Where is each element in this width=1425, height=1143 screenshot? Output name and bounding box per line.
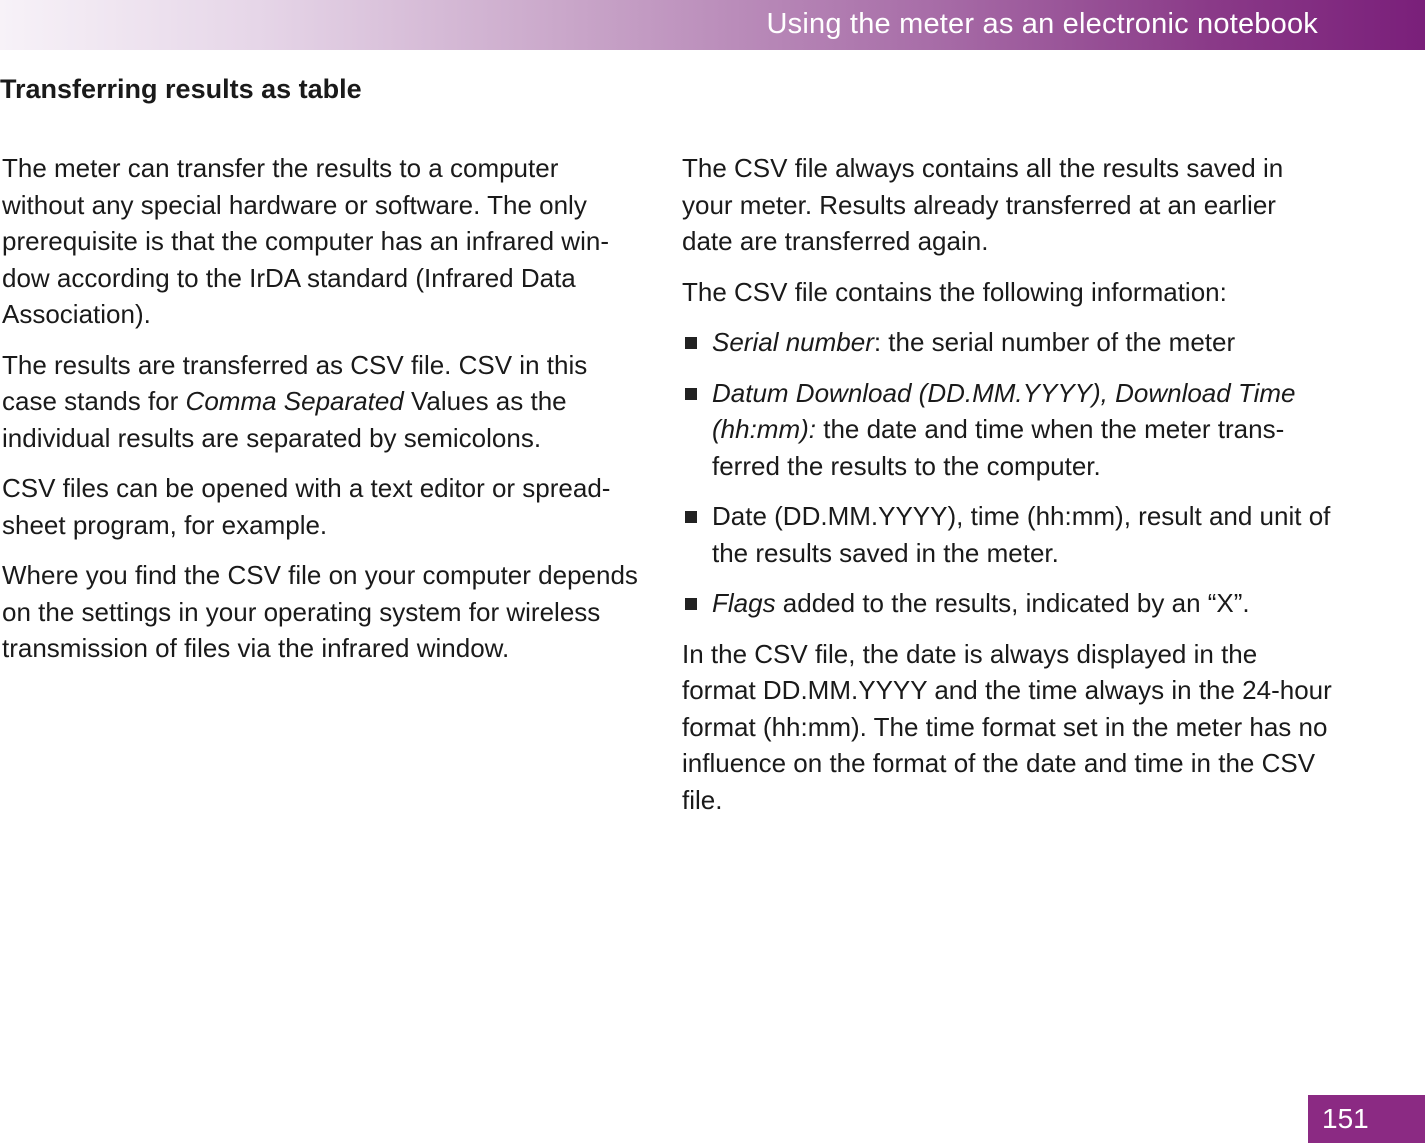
header-band <box>0 0 1425 50</box>
bullet-text: the date and time when the meter trans-ferred the results to the computer. <box>712 414 1285 481</box>
bullet-emphasis: Datum Download (DD.MM.YYYY), Download Time (hh:mm): <box>712 377 1296 444</box>
bullet-text: : the serial number of the meter <box>873 327 1236 357</box>
bullet-item-flags <box>682 585 1332 622</box>
bullet-emphasis: Serial number <box>712 327 874 357</box>
square-bullet-icon <box>685 598 697 610</box>
square-bullet-icon <box>685 388 697 400</box>
left-paragraph-2-before: The results are transferred as CSV file. CSV in this case stands for <box>2 349 588 416</box>
info-bullet-list <box>682 324 1332 622</box>
section-heading: Transferring results as table <box>0 74 362 104</box>
right-paragraph-2: The CSV file contains the following information: <box>682 276 1227 307</box>
page-number-badge <box>1308 1095 1425 1143</box>
left-paragraph-3: CSV files can be opened with a text editor or spread-sheet program, for example. <box>2 473 611 540</box>
right-column <box>682 150 1332 832</box>
bullet-item-result-values <box>682 498 1332 571</box>
left-paragraph-2-emphasis: Comma Separated <box>185 386 404 416</box>
bullet-item-serial-number <box>682 324 1332 361</box>
right-paragraph-1: The CSV file always contains all the results saved in your meter. Results already transferred at an earlier date are transferred again. <box>682 153 1284 256</box>
square-bullet-icon <box>685 337 697 349</box>
left-paragraph-4: Where you find the CSV file on your computer depends on the settings in your operating system for wireless transmission of files via the infrared window. <box>2 560 638 663</box>
header-title: Using the meter as an electronic notebook <box>766 8 1318 40</box>
square-bullet-icon <box>685 511 697 523</box>
left-paragraph-1: The meter can transfer the results to a computer without any special hardware or software. The only prerequisite is that the computer has an infrared win-dow according to the IrDA standard (Infrared Data Association). <box>2 153 609 329</box>
bullet-emphasis: Flags <box>712 588 776 618</box>
right-paragraph-3: In the CSV file, the date is always displayed in the format DD.MM.YYYY and the time always in the 24-hour format (hh:mm). The time format set in the meter has no influence on the format of the date and time in the CSV file. <box>682 638 1332 815</box>
page-number: 151 <box>1322 1103 1369 1134</box>
left-paragraph-2-after: Values as the individual results are separated by semicolons. <box>2 386 567 453</box>
bullet-text: Date (DD.MM.YYYY), time (hh:mm), result and unit of the results saved in the meter. <box>712 501 1331 568</box>
bullet-text: added to the results, indicated by an “X”. <box>775 588 1250 618</box>
left-paragraph-2 <box>2 347 642 457</box>
left-column <box>2 150 642 681</box>
bullet-item-download-datetime <box>682 375 1332 485</box>
